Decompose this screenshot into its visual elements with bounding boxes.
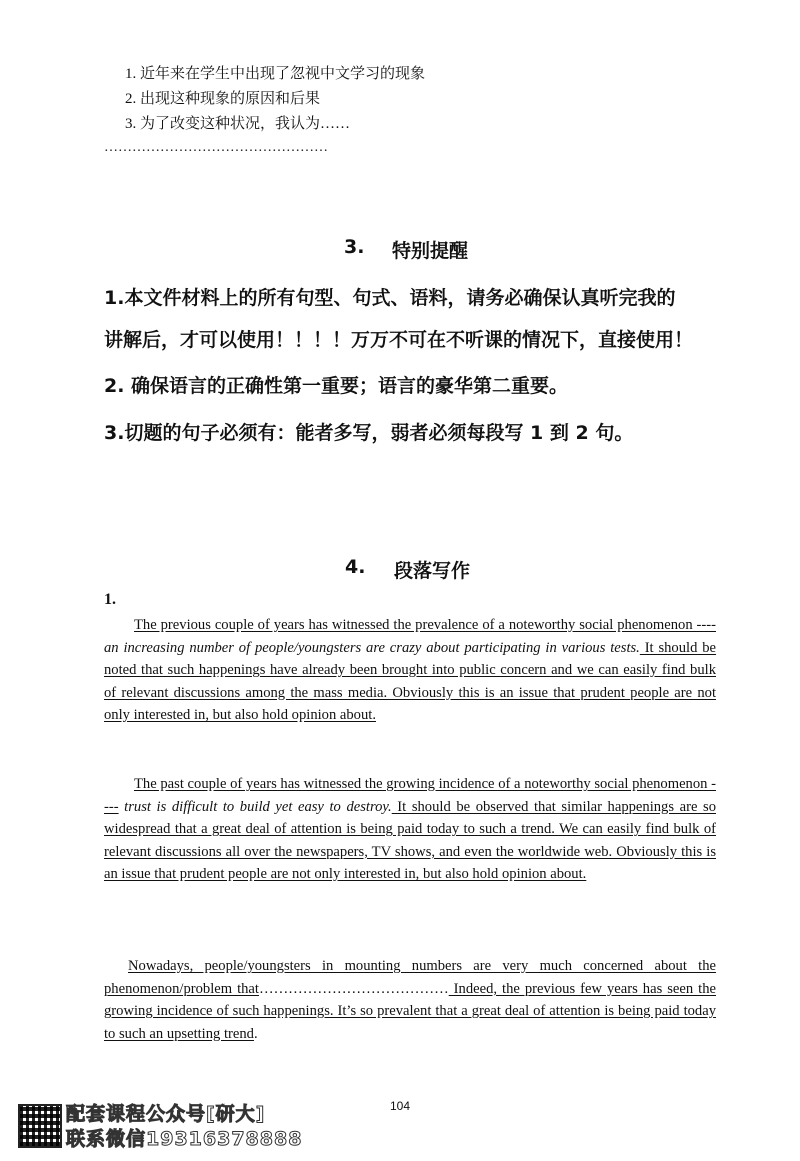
paragraph-1-topic: an increasing number of people/youngsters are crazy about participating in various tests. [104, 639, 640, 656]
promo-line-1: 配套课程公众号[研大] [66, 1103, 266, 1125]
paragraph-3-blank: ………………………………… [258, 980, 449, 997]
section-3-title: 特别提醒 [392, 240, 469, 262]
reminder-line-2: 讲解后，才可以使用！！！！万万不可在不听课的情况下，直接使用！ [104, 329, 694, 351]
outline-dots: ………………………………………… [104, 140, 328, 155]
reminder-line-3: 2. 确保语言的正确性第一重要；语言的豪华第二重要。 [104, 375, 569, 397]
paragraph-3-opening: Nowadays, people/youngsters in mounting numbers are very much concerned about the phenomenon/problem that [104, 958, 716, 997]
section-4-number: 4. [345, 556, 366, 578]
paragraph-2-body: It should be observed that similar happenings are so widespread that a great deal of attention is being paid today to such a trend. We can easily find bulk of relevant discussions all over the newspapers, TV shows, and even the worldwide web. Obviously this is an issue that prudent people are not only interested in, but also hold opinion about. [104, 798, 716, 882]
paragraph-3-body: Indeed, the previous few years has seen the growing incidence of such happenings. It’s so prevalent that a great deal of attention is being paid today to such an upsetting trend [104, 980, 717, 1042]
paragraph-3-end: . [253, 1025, 258, 1042]
paragraph-2 [104, 773, 716, 886]
paragraph-2-opening: The past couple of years has witnessed the growing incidence of a noteworthy social phenomenon ---- [104, 776, 716, 815]
promo-line-2: 联系微信19316378888 [66, 1128, 303, 1150]
qr-code-icon [18, 1104, 62, 1148]
paragraph-1-opening: The previous couple of years has witnessed the prevalence of a noteworthy social phenomenon ---- [134, 617, 716, 633]
paragraph-item-number: 1. [104, 591, 116, 608]
outline-item-3: 3. 为了改变这种状况，我认为…… [125, 116, 351, 132]
paragraph-3 [104, 955, 716, 1045]
paragraph-2-topic: trust is difficult to build yet easy to destroy. [118, 798, 392, 815]
reminder-line-4: 3.切题的句子必须有：能者多写，弱者必须每段写 1 到 2 句。 [104, 422, 634, 444]
outline-item-2: 2. 出现这种现象的原因和后果 [125, 91, 321, 107]
section-3-number: 3. [344, 236, 365, 258]
page-number: 104 [390, 1099, 411, 1113]
outline-item-1: 1. 近年来在学生中出现了忽视中文学习的现象 [125, 66, 426, 82]
paragraph-1 [104, 614, 716, 727]
section-4-title: 段落写作 [394, 560, 471, 582]
paragraph-1-body: It should be noted that such happenings have already been brought into public concern and we can easily find bulk of relevant discussions among the mass media. Obviously this is an issue that prudent people are not only interested in, but also hold opinion about. [104, 639, 717, 723]
reminder-line-1: 1.本文件材料上的所有句型、句式、语料，请务必确保认真听完我的 [104, 287, 676, 309]
